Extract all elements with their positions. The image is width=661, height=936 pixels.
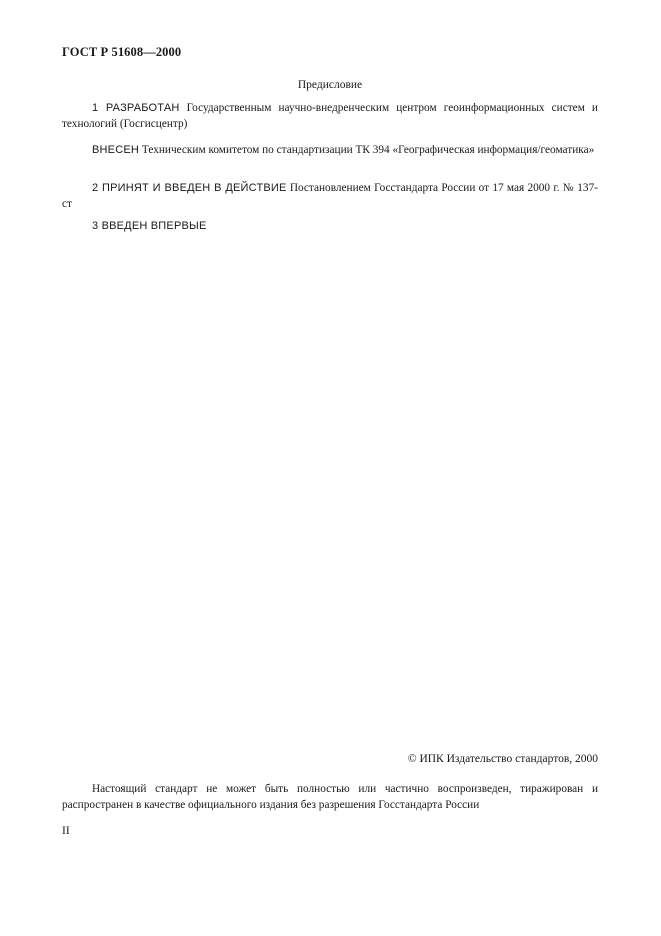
paragraph-lead: ВНЕСЕН <box>92 144 140 156</box>
reproduction-notice: Настоящий стандарт не может быть полностью или частично воспроизведен, тиражирован и распространен в качестве официального издания без разрешения Госстандарта России <box>62 783 598 811</box>
paragraph-developed-by <box>62 100 598 132</box>
paragraph-text: Постановлением Госстандарта России от 17 мая 2000 г. № 137-ст <box>62 182 598 210</box>
paragraph-adopted <box>62 180 598 212</box>
section-title: Предисловие <box>297 79 363 91</box>
copyright-line: © ИПК Издательство стандартов, 2000 <box>407 753 598 765</box>
paragraph-lead: 1 РАЗРАБОТАН <box>92 102 180 114</box>
paragraph-text: Государственным научно-внедренческим центром геоинформационных систем и технологий (Госгисцентр) <box>62 102 598 130</box>
paragraph-introduced-by <box>62 142 598 158</box>
paragraph-lead: 3 ВВЕДЕН ВПЕРВЫЕ <box>92 220 207 232</box>
paragraph-lead: 2 ПРИНЯТ И ВВЕДЕН В ДЕЙСТВИЕ <box>92 182 287 194</box>
paragraph-text: Техническим комитетом по стандартизации ТК 394 «Географическая информация/геоматика» <box>139 144 595 156</box>
paragraph-first-introduced <box>62 218 598 234</box>
page-number: II <box>62 825 70 837</box>
document-code-header: ГОСТ Р 51608—2000 <box>62 45 182 59</box>
